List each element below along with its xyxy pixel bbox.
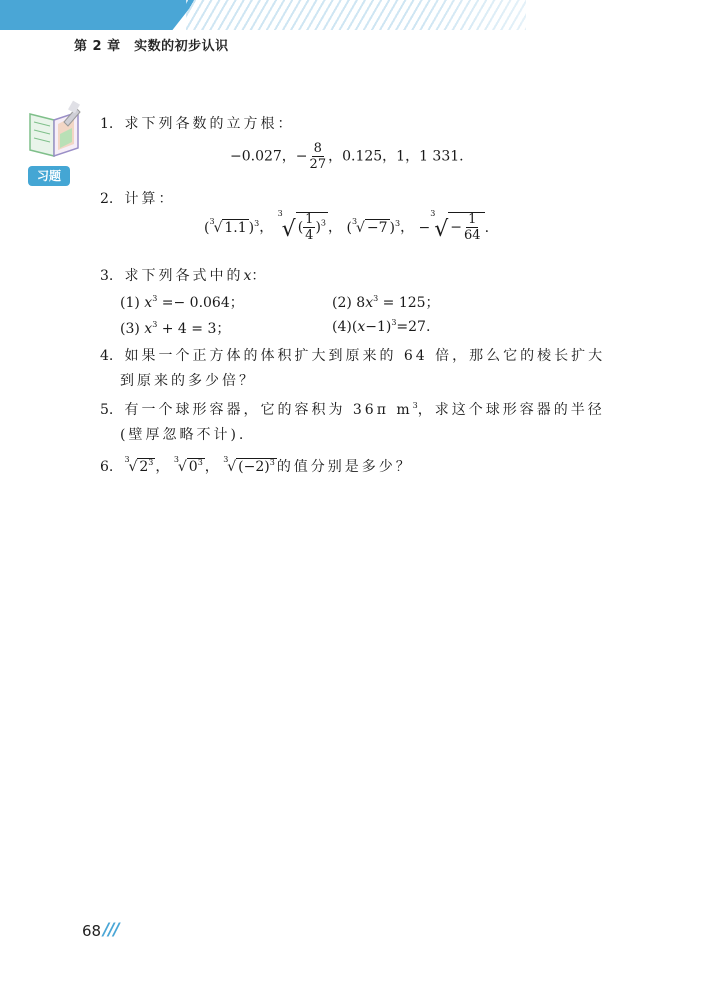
exercise-number: 5.	[100, 402, 114, 418]
exercise-4	[100, 345, 605, 365]
chapter-title: 第 2 章 实数的初步认识	[74, 39, 229, 54]
page-slashes-decoration: ///	[103, 920, 119, 940]
page-number: 68	[82, 922, 102, 940]
exercise-3	[100, 265, 265, 285]
exercise-3-part-4: $(4)(x-1)^3=27$.	[332, 318, 431, 335]
exercise-3-part-1: (1) $x^3 =- 0.064$；	[120, 294, 244, 311]
header-accent-block	[0, 0, 196, 30]
exercise-5: 5. 有一个球形容器，它的容积为 36π $m^3$，求这个球形容器的半径	[100, 401, 605, 418]
exercise-6-tail: 的值分别是多少？	[276, 459, 413, 475]
exercise-5-line-2: (壁厚忽略不计).	[120, 427, 247, 443]
exercise-number: 4.	[100, 348, 114, 364]
exercise-label: 习题	[28, 166, 70, 186]
book-icon	[24, 100, 84, 164]
exercise-1-values	[230, 142, 464, 171]
exercise-text: 求下列各数的立方根：	[124, 116, 295, 132]
exercise-number: 1.	[100, 116, 114, 132]
separator: ，	[259, 219, 274, 236]
exercise-number: 6.	[100, 459, 114, 475]
exercise-2-expressions	[204, 209, 490, 243]
exercise-3-part-2: (2) $8x^3 = 125$；	[332, 294, 440, 311]
exercise-icon	[24, 100, 84, 190]
cube-root-0-cubed: 3 √ $0^3$	[173, 455, 203, 475]
exercise-2	[100, 188, 175, 208]
exercise-text-line-1a: 有一个球形容器，它的容积为 36π m	[124, 402, 413, 418]
expr-3: ( 3 √ −7 )$^3$	[346, 216, 401, 236]
exercise-text: 计算：	[124, 191, 176, 207]
exercise-number: 2.	[100, 191, 114, 207]
separator: ，	[400, 219, 415, 236]
frac-numerator: 8	[313, 141, 322, 156]
exercise-6: 6. 3 √ $2^3$ ， 3 √ $0^3$ ， 3 √ $(-2)^3$ 的值分别是多少？	[100, 455, 413, 475]
exercise-1	[100, 113, 294, 133]
expr-4: − 3 √ − $\frac{1}{64}$ .	[418, 209, 490, 243]
colon: ：	[251, 268, 266, 284]
cube-root-neg2-cubed: 3 √ $(-2)^3$	[223, 455, 275, 475]
cube-root-2-cubed: 3 √ $2^3$	[124, 455, 154, 475]
fraction-8-27	[308, 142, 329, 171]
variable-x: x	[243, 268, 252, 284]
exercise-3-part-3: (3) $x^3 + 4 = 3$；	[120, 320, 231, 337]
exercise-text: 求下列各式中的	[124, 268, 244, 284]
values-part-b: ，0.125，1，1 331.	[328, 148, 464, 165]
exercise-number: 3.	[100, 268, 114, 284]
exercise-text-line-1b: ，求这个球形容器的半径	[417, 402, 605, 418]
expr-1: ( 3 √ 1.1 )$^3$	[204, 216, 260, 236]
exercise-4-line-2: 到原来的多少倍？	[120, 373, 256, 389]
values-part-a: −0.027，−	[230, 148, 308, 165]
expr-2: 3 √ ( $\frac{1}{4}$ )$^3$	[277, 209, 327, 243]
exercise-text-line-1: 如果一个正方体的体积扩大到原来的 64 倍，那么它的棱长扩大	[124, 348, 606, 364]
separator: ，	[328, 219, 343, 236]
header-fade	[420, 0, 702, 30]
frac-denominator: 27	[309, 157, 327, 172]
header-band	[0, 0, 702, 30]
